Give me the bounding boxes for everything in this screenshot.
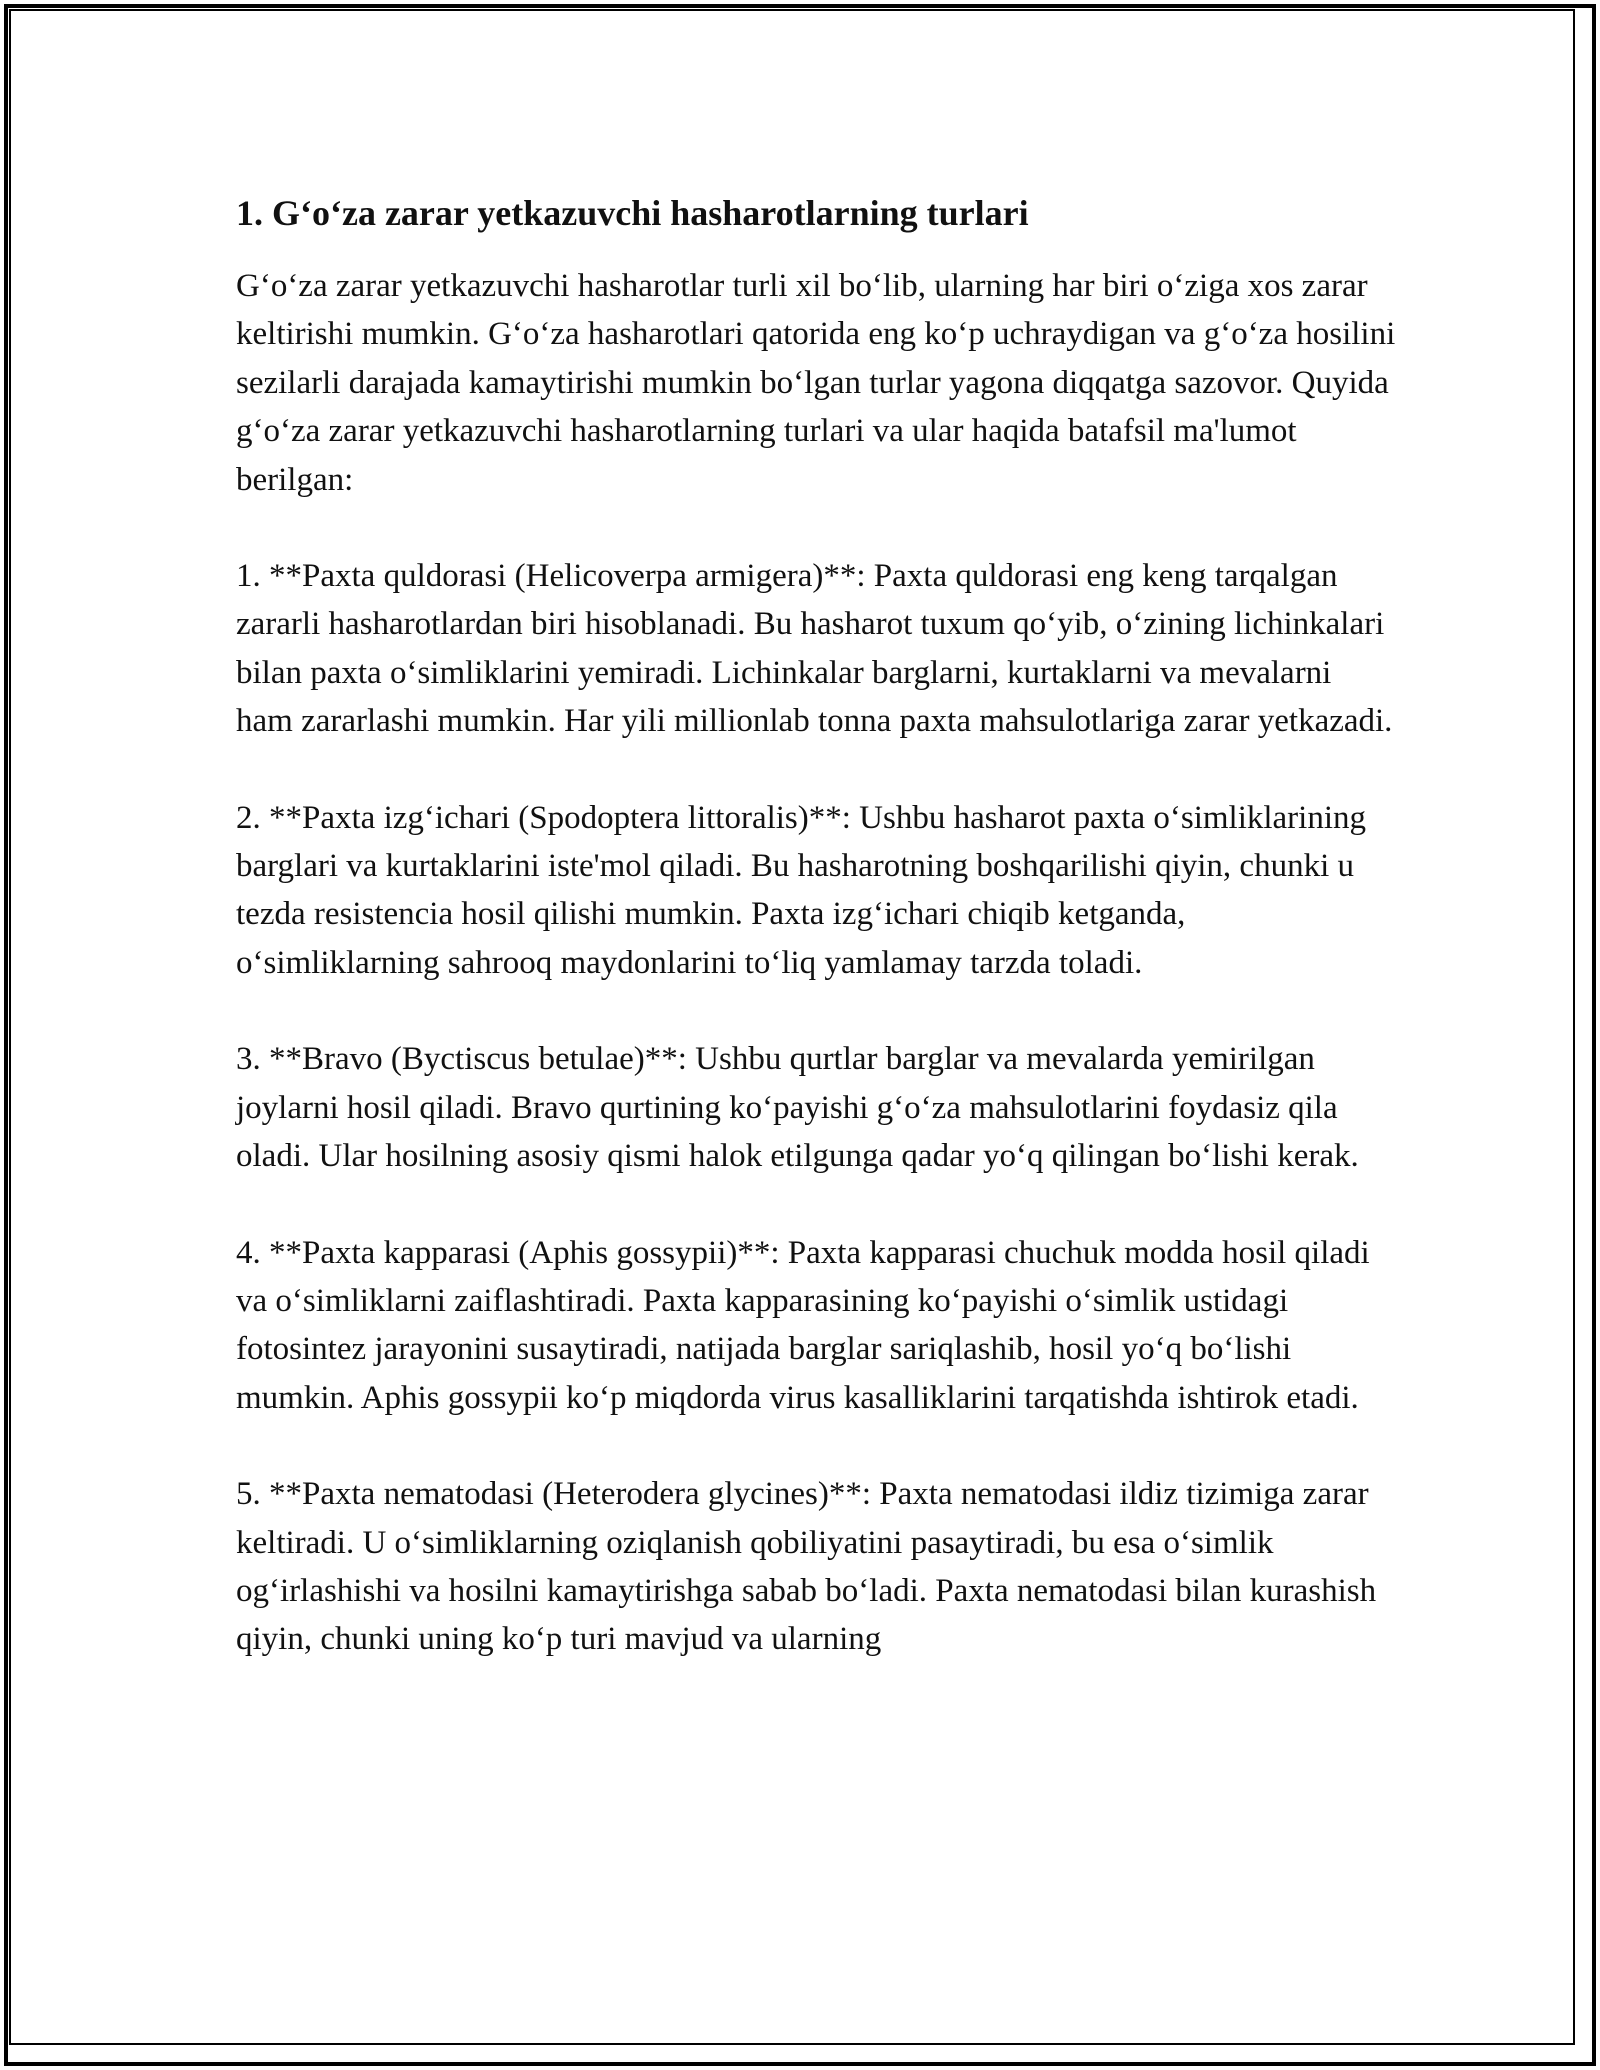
list-item-heterodera: 5. **Paxta nematodasi (Heterodera glycines)**: Paxta nematodasi ildiz tizimiga zarar keltiradi. U o‘simliklarning oziqlanish qobiliyatini pasaytiradi, bu esa o‘simlik og‘irlashishi va hosilni kamaytirishga sabab bo‘ladi. Paxta nematodasi bilan kurashish qiyin, chunki uning ko‘p turi mavjud va ularning bbox=[236, 1476, 1377, 1658]
intro-paragraph: G‘o‘za zarar yetkazuvchi hasharotlar turli xil bo‘lib, ularning har biri o‘ziga xos zarar keltirishi mumkin. G‘o‘za hasharotlari qatorida eng ko‘p uchraydigan va g‘o‘za hosilini sezilarli darajada kamaytirishi mumkin bo‘lgan turlar yagona diqqatga sazovor. Quyida g‘o‘za zarar yetkazuvchi hasharotlarning turlari va ular haqida batafsil ma'lumot berilgan: bbox=[236, 268, 1396, 498]
section-heading: 1. G‘o‘za zarar yetkazuvchi hasharotlarning turlari bbox=[236, 193, 1029, 233]
list-item-helicoverpa: 1. **Paxta quldorasi (Helicoverpa armigera)**: Paxta quldorasi eng keng tarqalgan zararli hasharotlardan biri hisoblanadi. Bu hasharot tuxum qo‘yib, o‘zining lichinkalari bilan paxta o‘simliklarini yemiradi. Lichinkalar barglarni, kurtaklarni va mevalarni ham zararlashi mumkin. Har yili millionlab tonna paxta mahsulotlariga zarar yetkazadi. bbox=[236, 558, 1393, 740]
list-item-aphis: 4. **Paxta kapparasi (Aphis gossypii)**: Paxta kapparasi chuchuk modda hosil qiladi va o‘simliklarni zaiflashtiradi. Paxta kapparasining ko‘payishi o‘simlik ustidagi fotosintez jarayonini susaytiradi, natijada barglar sariqlashib, hosil yo‘q bo‘lishi mumkin. Aphis gossypii ko‘p miqdorda virus kasalliklarini tarqatishda ishtirok etadi. bbox=[236, 1234, 1370, 1416]
document-body bbox=[236, 186, 1396, 1712]
list-item-byctiscus: 3. **Bravo (Byctiscus betulae)**: Ushbu qurtlar barglar va mevalarda yemirilgan joylarni hosil qiladi. Bravo qurtining ko‘payishi g‘o‘za mahsulotlarini foydasiz qila oladi. Ular hosilning asosiy qismi halok etilgunga qadar yo‘q qilingan bo‘lishi kerak. bbox=[236, 1041, 1359, 1175]
list-item-spodoptera: 2. **Paxta izg‘ichari (Spodoptera littoralis)**: Ushbu hasharot paxta o‘simliklarining barglari va kurtaklarini iste'mol qiladi. Bu hasharotning boshqarilishi qiyin, chunki u tezda resistencia hosil qilishi mumkin. Paxta izg‘ichari chiqib ketganda, o‘simliklarning sahrooq maydonlarini to‘liq yamlamay tarzda toladi. bbox=[236, 799, 1367, 981]
